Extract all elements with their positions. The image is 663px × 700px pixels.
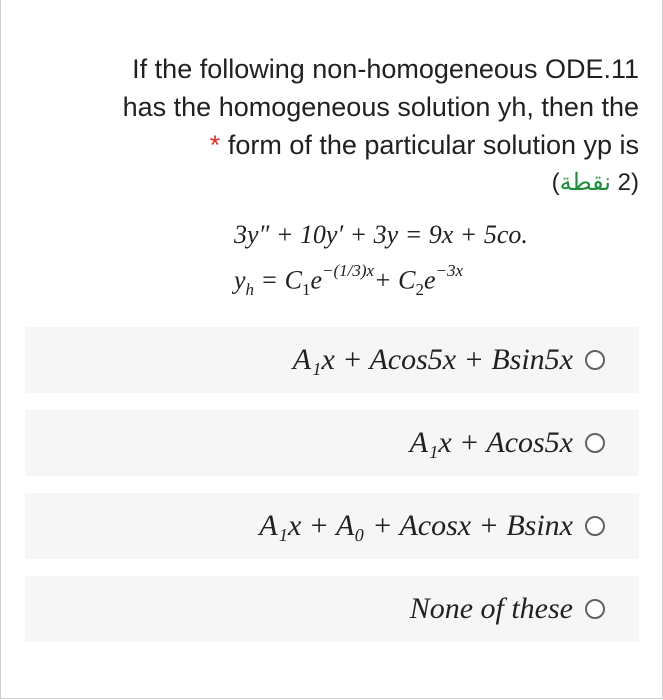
question-line-3 <box>60 126 639 164</box>
answer-option[interactable] <box>25 493 639 559</box>
radio-button[interactable] <box>585 433 605 453</box>
points-number: (2 <box>617 169 639 196</box>
radio-button[interactable] <box>585 599 605 619</box>
yh-symbol: y <box>234 265 246 295</box>
answer-option[interactable] <box>25 327 639 393</box>
points-word: نقطة <box>559 169 611 196</box>
exponent-2: −3x <box>435 261 464 280</box>
c2-subscript: 2 <box>415 279 424 299</box>
option-label: None of these <box>409 592 573 625</box>
c1-subscript: 1 <box>301 279 311 299</box>
points-label <box>552 167 639 199</box>
ode-equation <box>234 220 528 250</box>
option-label: A₁x + Acos5x <box>409 426 573 459</box>
exponent-1: −(1/3)x <box>321 261 375 280</box>
radio-button[interactable] <box>585 516 605 536</box>
yh-equals-c: = C <box>254 265 302 295</box>
answer-option[interactable] <box>25 410 639 476</box>
option-label: A₁x + Acos5x + Bsin5x <box>292 343 573 376</box>
homogeneous-solution <box>234 261 464 300</box>
exp-base-2: e <box>423 265 436 295</box>
points-close: ) <box>551 169 560 196</box>
plus-c: + C <box>374 265 416 295</box>
yh-subscript: h <box>245 279 255 299</box>
question-line-3-text: form of the particular solution yp is <box>220 130 639 160</box>
question-line-1: If the following non-homogeneous ODE.11 <box>132 54 639 84</box>
question-text <box>60 50 639 164</box>
option-label: A₁x + A₀ + Acosx + Bsinx <box>259 509 573 542</box>
radio-button[interactable] <box>585 350 605 370</box>
question-line-2: has the homogeneous solution yh, then the <box>122 92 639 122</box>
required-asterisk: * <box>209 130 221 160</box>
exp-base-1: e <box>310 265 322 295</box>
ode-text: 3y″ + 10y′ + 3y = 9x + 5co. <box>234 220 528 249</box>
answer-option[interactable] <box>25 576 639 642</box>
